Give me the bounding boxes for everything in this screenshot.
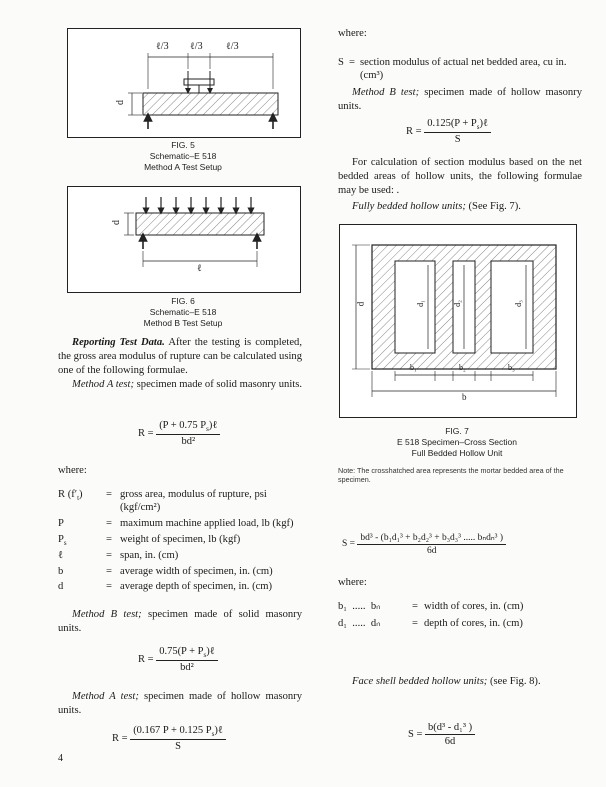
method-a-solid-text: specimen made of solid masonry units. — [136, 379, 303, 390]
method-b-solid-text: specimen made of solid masonry units. — [58, 609, 303, 634]
fig6-caption — [67, 296, 299, 329]
eq5-num: bd³ - (b₁d₁³ + b₂d₂³ + b₃d₃³ ..... bₙdₙ³ ) — [357, 532, 506, 545]
fully-bedded-lead: Fully bedded hollow units; — [352, 201, 466, 212]
eq4-num: 0.125(P + P — [427, 118, 477, 129]
figure-5 — [67, 28, 301, 138]
core-def-b-sym: b₁ ..... bₙ — [338, 601, 381, 612]
s-def-eq: = — [349, 57, 355, 68]
def-l-sym: ℓ — [58, 550, 64, 561]
fig5-line1: Schematic–E 518 — [149, 151, 217, 161]
fig5-caption — [67, 140, 299, 173]
where-right: where: — [338, 28, 367, 39]
method-a-solid-paragraph — [58, 378, 302, 392]
eq6-lhs: S = — [408, 729, 423, 740]
fig6-label-d: d — [111, 220, 122, 225]
eq1-fraction — [156, 420, 220, 447]
equation-1 — [138, 420, 220, 447]
eq2-num-end: )ℓ — [206, 646, 215, 657]
fig5-label-l3-c: ℓ/3 — [226, 41, 239, 52]
def-r-eq: = — [106, 489, 112, 500]
fig5-line2: Method A Test Setup — [144, 162, 222, 172]
calc-paragraph: For calculation of section modulus based on the net bedded areas of hollow units, the following formulae may be used: . — [338, 157, 582, 196]
equation-6 — [408, 722, 475, 747]
eq4-fraction — [424, 118, 491, 145]
equation-5 — [342, 532, 506, 556]
core-def-d-desc: depth of cores, in. (cm) — [424, 618, 523, 629]
def-ps-sub: s — [63, 539, 67, 548]
figure-7 — [339, 224, 577, 418]
method-b-hollow-paragraph — [338, 86, 582, 114]
fig5-label-l3-b: ℓ/3 — [190, 41, 203, 52]
eq1-lhs: R = — [138, 428, 154, 440]
eq5-den: 6d — [426, 546, 437, 556]
def-ps-eq: = — [106, 534, 112, 545]
def-b-sym: b — [58, 566, 64, 577]
eq1-den: bd² — [181, 436, 196, 448]
def-b-eq: = — [106, 566, 112, 577]
reporting-paragraph — [58, 336, 302, 378]
eq6-den: 6d — [444, 736, 456, 747]
eq6-fraction — [425, 722, 475, 747]
def-d-sym: d — [58, 581, 64, 592]
s-def-desc: section modulus of actual net bedded area, cu in. — [360, 57, 567, 68]
fig6-line2: Method B Test Setup — [143, 318, 223, 328]
where-left: where: — [58, 465, 87, 476]
def-ps-sym: P — [58, 534, 64, 545]
def-p-eq: = — [106, 518, 112, 529]
equation-4 — [406, 118, 491, 145]
eq5-fraction — [357, 532, 506, 556]
def-l-eq: = — [106, 550, 112, 561]
fig7-label-d3: d₃ — [513, 300, 523, 307]
s-def-sym: S — [338, 57, 344, 68]
fig6-label-l: ℓ — [197, 263, 202, 274]
fig7-label-b1: b₁ — [410, 363, 417, 372]
def-p-sym: P — [58, 518, 64, 529]
eq6-num: b(d³ - d₁³ ) — [425, 722, 475, 735]
eq1-num-end: )ℓ — [208, 420, 218, 431]
method-b-hollow-lead: Method B test; — [352, 87, 420, 98]
face-shell-paragraph — [338, 675, 582, 689]
face-shell-ref: (see Fig. 8). — [490, 676, 541, 687]
method-b-solid-paragraph — [58, 608, 302, 636]
reporting-text: After the testing is completed, the gross area modulus of rupture can be calculated using one of the following formulae. — [58, 337, 302, 376]
eq2-num-sub: s — [203, 651, 207, 660]
method-a-hollow-text: specimen made of hollow masonry units. — [58, 691, 302, 716]
fig7-diagram — [340, 225, 576, 417]
fig6-diagram — [68, 187, 300, 292]
def-d-desc: average depth of specimen, in. (cm) — [120, 581, 273, 592]
core-def-b-eq: = — [412, 601, 418, 612]
eq1-num-sub: s — [206, 425, 209, 434]
method-b-hollow-text: specimen made of hollow masonry units. — [338, 87, 582, 112]
method-a-hollow-paragraph — [58, 690, 302, 718]
fig5-diagram — [68, 29, 300, 137]
eq4-lhs: R = — [406, 126, 422, 138]
fully-bedded-ref: (See Fig. 7). — [468, 201, 521, 212]
fully-bedded-paragraph — [338, 200, 582, 214]
def-r-desc2: (kgf/cm²) — [120, 502, 161, 513]
eq3-lhs: R = — [112, 733, 128, 745]
fig7-label-d: d — [355, 301, 366, 307]
fig7-caption — [339, 426, 575, 459]
face-shell-lead: Face shell bedded hollow units; — [352, 676, 488, 687]
where-right-2: where: — [338, 577, 367, 588]
fig7-label-b: b — [462, 392, 467, 402]
eq3-num-sub: s — [211, 730, 215, 739]
fig7-note: Note: The crosshatched area represents the mortar bedded area of the specimen. — [338, 466, 564, 484]
eq2-num: 0.75(P + P — [159, 646, 204, 657]
eq2-lhs: R = — [138, 654, 154, 666]
equation-3 — [112, 725, 226, 752]
fig7-line2: Full Bedded Hollow Unit — [411, 448, 503, 458]
fig7-label-b2: b₂ — [459, 363, 466, 372]
eq2-fraction — [156, 646, 218, 673]
fig5-label-d: d — [115, 100, 126, 105]
eq2-den: bd² — [180, 662, 194, 674]
fig7-label-b3: b₃ — [508, 363, 515, 372]
eq1-num: (P + 0.75 P — [159, 420, 207, 431]
s-def-desc2: (cm³) — [360, 70, 384, 81]
method-a-hollow-lead: Method A test; — [72, 691, 139, 702]
core-def-d-sym: d₁ ..... dₙ — [338, 618, 381, 629]
eq3-den: S — [175, 741, 181, 753]
core-def-b-desc: width of cores, in. (cm) — [424, 601, 524, 612]
eq4-den: S — [454, 134, 461, 146]
eq3-fraction — [130, 725, 226, 752]
reporting-heading: Reporting Test Data. — [72, 337, 165, 348]
core-def-d-eq: = — [412, 618, 418, 629]
method-b-solid-lead: Method B test; — [72, 609, 142, 620]
figure-6 — [67, 186, 301, 293]
fig7-line1: E 518 Specimen–Cross Section — [396, 437, 517, 447]
fig6-line1: Schematic–E 518 — [149, 307, 217, 317]
fig6-number: FIG. 6 — [171, 296, 195, 306]
def-r-sym-end: ) — [79, 489, 83, 500]
page-number: 4 — [58, 753, 63, 764]
fig7-label-d2: d₂ — [452, 300, 462, 307]
fig5-number: FIG. 5 — [171, 140, 195, 150]
fig7-number: FIG. 7 — [445, 426, 469, 436]
eq4-num-sub: s — [476, 123, 480, 132]
eq3-num-end: )ℓ — [214, 725, 223, 736]
def-r-sym: R (f′ — [58, 489, 78, 500]
fig7-label-d1: d₁ — [415, 300, 425, 307]
def-l-desc: span, in. (cm) — [120, 550, 179, 561]
eq5-lhs: S = — [342, 539, 356, 549]
def-p-desc: maximum machine applied load, lb (kgf) — [120, 518, 294, 529]
def-ps-desc: weight of specimen, lb (kgf) — [120, 534, 241, 545]
eq3-num: (0.167 P + 0.125 P — [133, 725, 212, 736]
def-d-eq: = — [106, 581, 112, 592]
eq4-num-end: )ℓ — [479, 118, 489, 129]
def-r-desc: gross area, modulus of rupture, psi — [120, 489, 267, 500]
equation-2 — [138, 646, 218, 673]
def-b-desc: average width of specimen, in. (cm) — [120, 566, 273, 577]
def-r-sym-sub: t — [77, 494, 80, 503]
fig5-label-l3-a: ℓ/3 — [156, 41, 169, 52]
method-a-solid-lead: Method A test; — [72, 379, 134, 390]
